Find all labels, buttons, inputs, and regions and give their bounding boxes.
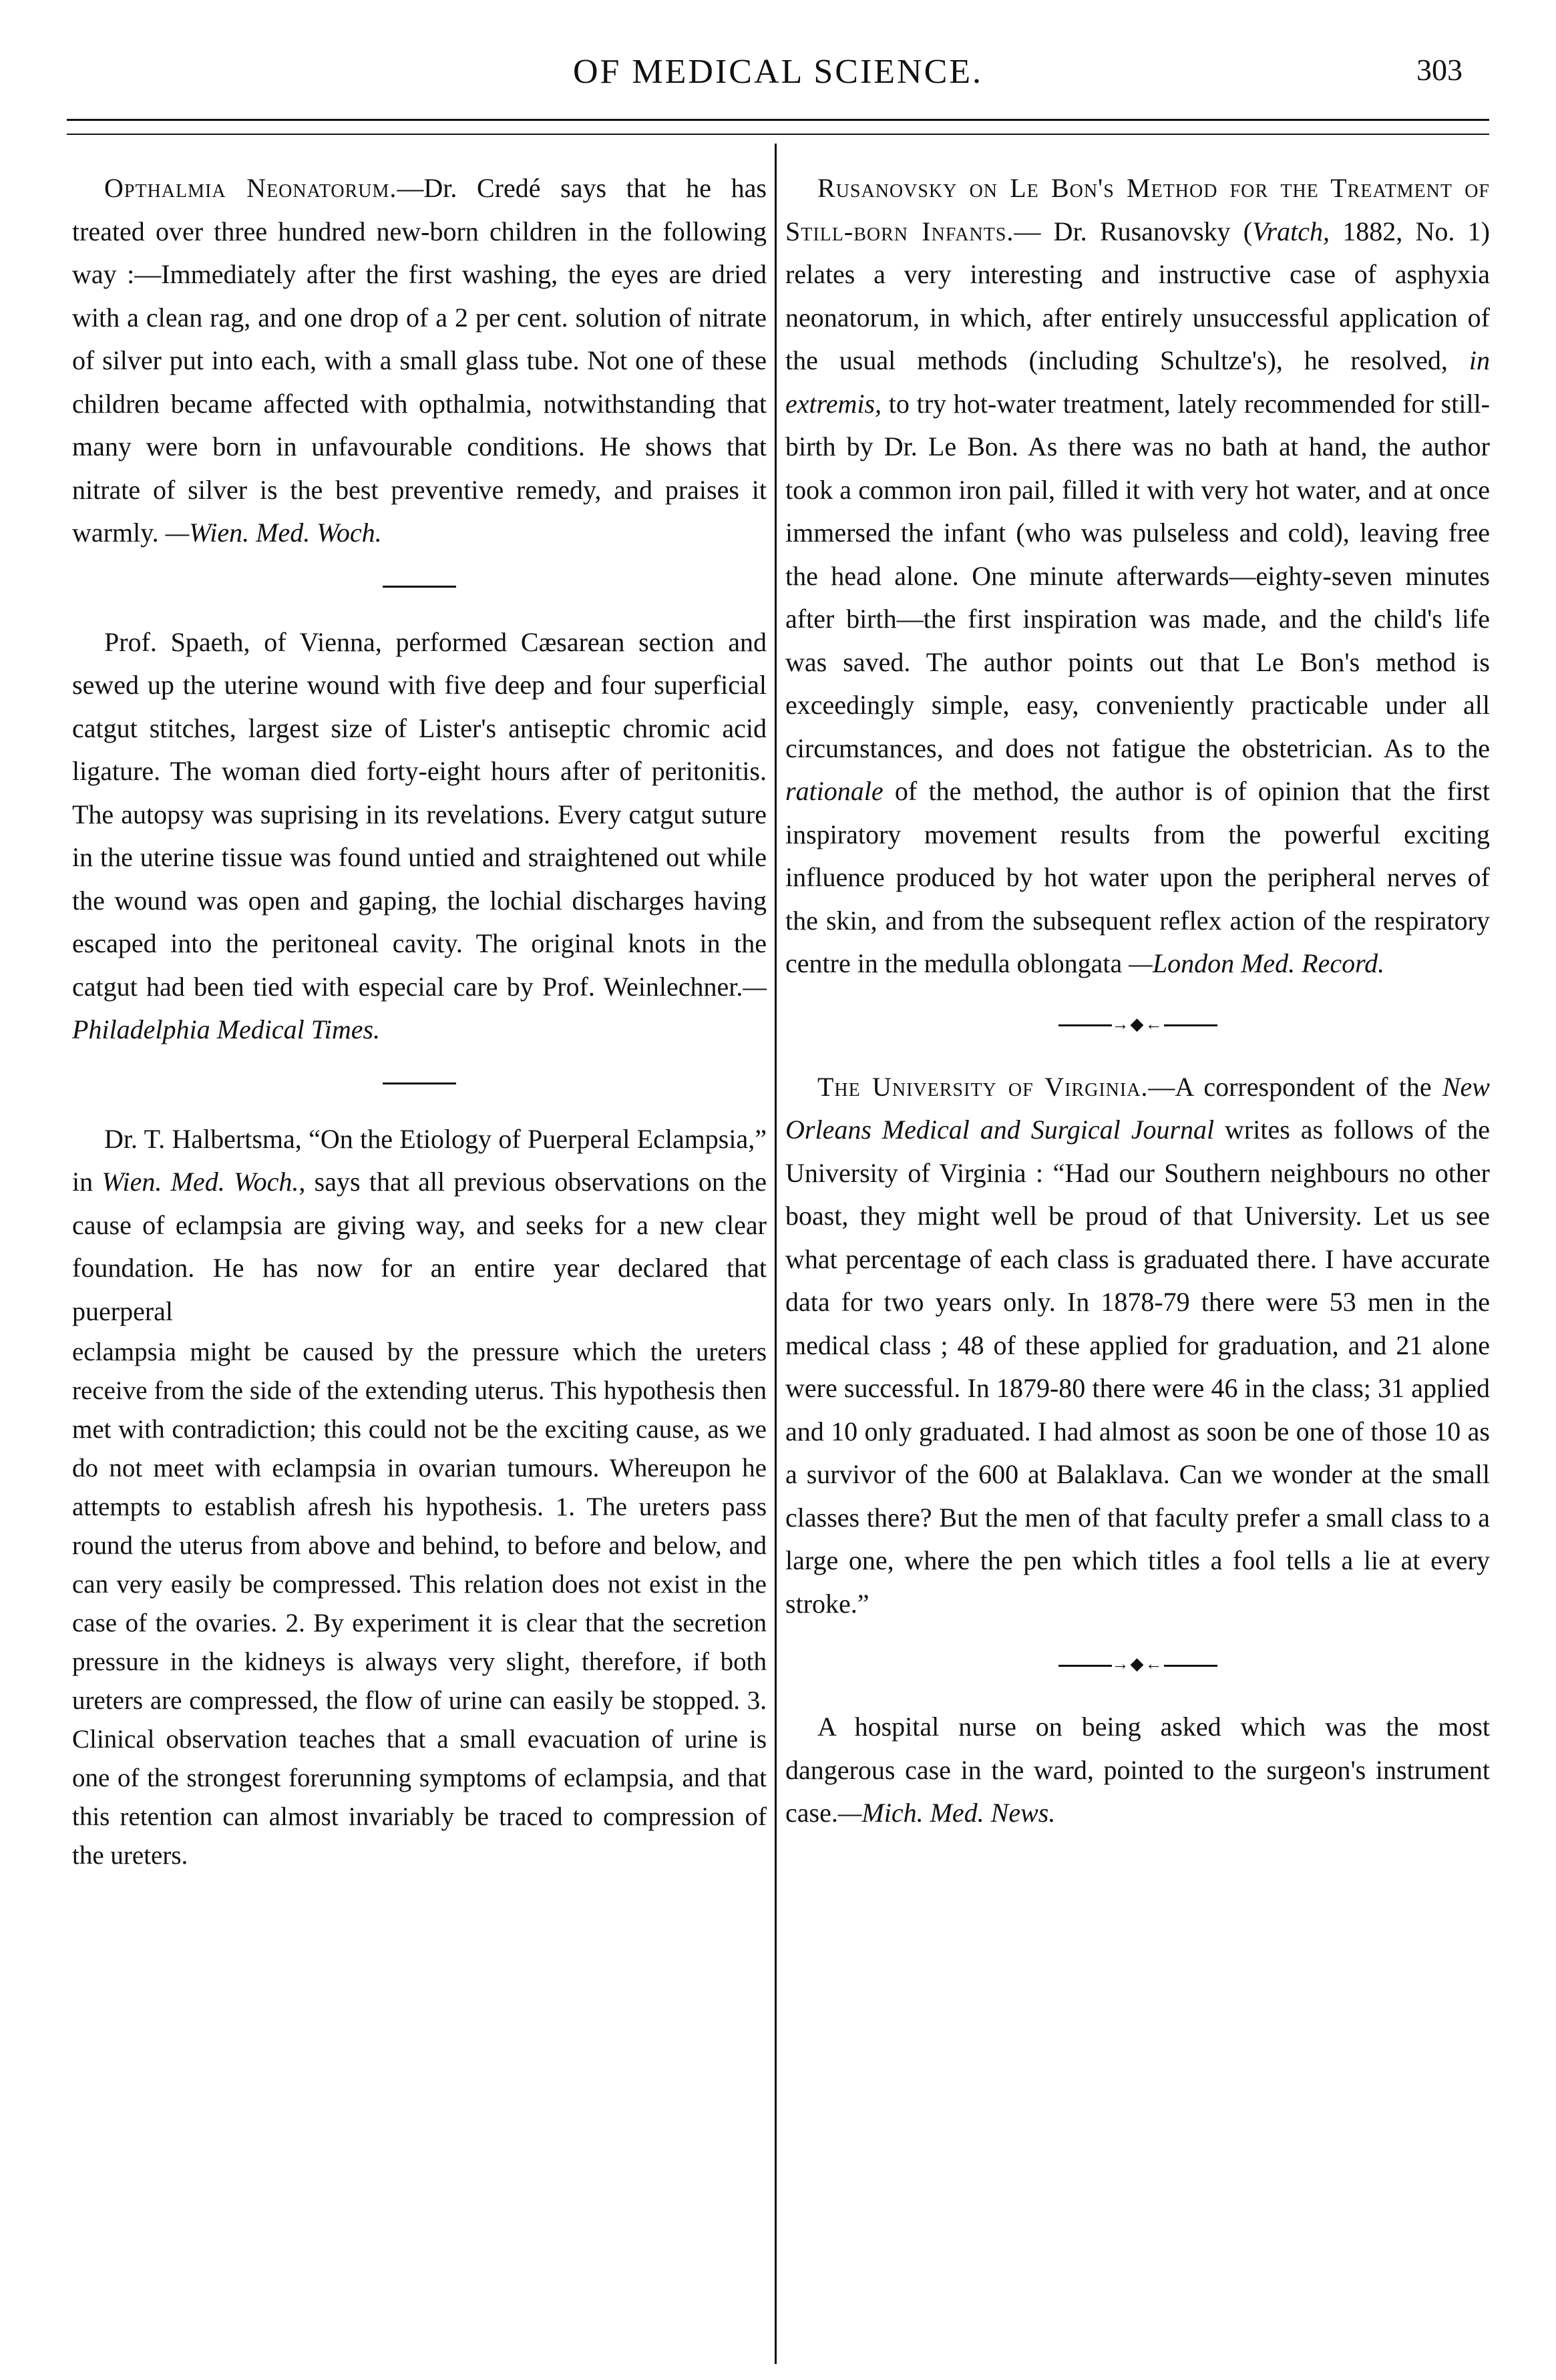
latin-word: rationale — [785, 776, 884, 806]
article-body: —A correspondent of the — [1148, 1071, 1442, 1102]
article-rusanovsky — [785, 167, 1490, 986]
article-heading: Rusanovsky on Le Bon's Method for the Treatment of Still-born Infants. — [785, 173, 1490, 246]
journal-title: Wien. Med. Woch. — [102, 1167, 299, 1197]
article-virginia — [785, 1066, 1490, 1626]
column-divider — [775, 144, 777, 2364]
section-separator — [383, 1082, 456, 1084]
article-body: 1882, No. 1) relates a very interesting and instructive case of asphyxia neonatorum, in which, after entirely unsuccessful application of the usual methods (including Schultze's), he resolved, — [785, 216, 1490, 375]
article-source: —Wien. Med. Woch. — [165, 518, 382, 548]
article-halbertsma-continued — [72, 1333, 767, 1875]
article-body: —Dr. Credé says that he has treated over three hundred new-born children in the following way :—Immediately after the first washing, the eyes are dried with a clean rag, and one drop of a 2 per cent. solution of nitrate of silver put into each, with a small glass tube. Not one of these children became affected with opthalmia, notwithstanding that many were born in unfavourable conditions. He shows that nitrate of silver is the best preventive remedy, and praises it warmly. — [72, 173, 767, 548]
article-hospital-nurse — [785, 1706, 1490, 1835]
article-body: writes as follows of the University of Virginia : “Had our Southern neighbours no other boast, they might well be proud of that University. Let us see what percentage of each class is graduated there. I have accurate data for two years only. In 1878-79 there were 53 men in the medical class ; 48 of these applied for graduation, and 21 alone were successful. In 1879-80 there were 46 in the class; 31 applied and 10 only graduated. I had almost as soon be one of those 10 as a survivor of the 600 at Balaklava. Can we wonder at the small classes there? But the men of that faculty prefer a small class to a large one, where the pen which titles a fool tells a lie at every stroke.” — [785, 1115, 1490, 1619]
article-spaeth — [72, 621, 767, 1052]
ornament-glyph: →◆← — [1111, 1014, 1164, 1034]
ornamental-separator — [785, 1651, 1490, 1677]
article-body: A hospital nurse on being asked which was the most dangerous case in the ward, pointed to the surgeon's instrument case. — [785, 1712, 1490, 1828]
running-title: OF MEDICAL SCIENCE. — [572, 53, 984, 91]
article-opthalmia — [72, 167, 767, 555]
article-body: to try hot-water treatment, lately recommended for still-birth by Dr. Le Bon. As there was no bath at hand, the author took a common iron pail, filled it with very hot water, and at once immersed the infant (who was pulseless and cold), leaving free the head alone. One minute afterwards—eighty-seven minutes after birth—the first inspiration was made, and the child's life was saved. The author points out that Le Bon's method is exceedingly simple, easy, conveniently practicable under all circumstances, and does not fatigue the obstetrician. As to the — [785, 388, 1490, 763]
latin-phrase: in extremis, — [785, 345, 1490, 419]
article-body: Prof. Spaeth, of Vienna, performed Cæsarean section and sewed up the uterine wound with five deep and four superficial catgut stitches, largest size of Lister's antiseptic chromic acid ligature. The woman died forty-eight hours after of peritonitis. The autopsy was suprising in its revelations. Every catgut suture in the uterine tissue was found untied and straightened out while the wound was open and gaping, the lochial discharges having escaped into the peritoneal cavity. The original knots in the catgut had been tied with especial care by Prof. Weinlechner. — [72, 626, 767, 1002]
article-body: eclampsia might be caused by the pressure which the ureters receive from the side of the extending uterus. This hypothesis then met with contradiction; this could not be the exciting cause, as we do not meet with eclampsia in ovarian tumours. Whereupon he attempts to establish afresh his hypothesis. 1. The ureters pass round the uterus from above and behind, to before and below, and can very easily be compressed. This relation does not exist in the case of the ovaries. 2. By experiment it is clear that the secretion pressure in the kidneys is always very slight, therefore, if both ureters are compressed, the flow of urine can easily be stopped. 3. Clinical observation teaches that a small evacuation of urine is one of the strongest forerunning symptoms of eclampsia, and that this retention can almost invariably be traced to compression of the ureters. — [72, 1338, 767, 1870]
right-column — [785, 167, 1490, 1835]
article-body: — Dr. Rusanovsky ( — [1014, 216, 1253, 246]
article-body: of the method, the author is of opinion that the first inspiratory movement results from the powerful exciting influence produced by hot water upon the peripheral nerves of the skin, and from the subsequent reflex action of the respiratory centre in the medulla oblongata — [785, 776, 1490, 978]
journal-title: Vratch, — [1252, 216, 1330, 246]
article-source: —London Med. Record. — [1129, 948, 1385, 978]
section-separator — [383, 586, 456, 588]
ornament-glyph: →◆← — [1111, 1654, 1164, 1673]
journal-title: New Orleans Medical and Surgical Journal — [785, 1071, 1490, 1145]
article-source: —Mich. Med. News. — [837, 1798, 1056, 1828]
running-header — [67, 47, 1489, 120]
article-heading: Opthalmia Neonatorum. — [104, 173, 397, 203]
left-column — [72, 167, 767, 1875]
article-heading: The University of Virginia. — [817, 1071, 1149, 1102]
header-rule-bottom — [67, 134, 1489, 135]
article-body: Dr. T. Halbertsma, “On the Etiology of Puerperal Eclampsia,” in — [72, 1123, 767, 1197]
article-halbertsma — [72, 1118, 767, 1334]
ornamental-separator — [785, 1011, 1490, 1038]
page-number: 303 — [1416, 53, 1463, 87]
header-rule-top — [67, 119, 1489, 121]
article-body: , says that all previous observations on the cause of eclampsia are giving way, and seeks for a new clear foundation. He has now for an entire year declared that puerperal — [72, 1167, 767, 1326]
article-source: —Philadelphia Medical Times. — [72, 971, 767, 1044]
